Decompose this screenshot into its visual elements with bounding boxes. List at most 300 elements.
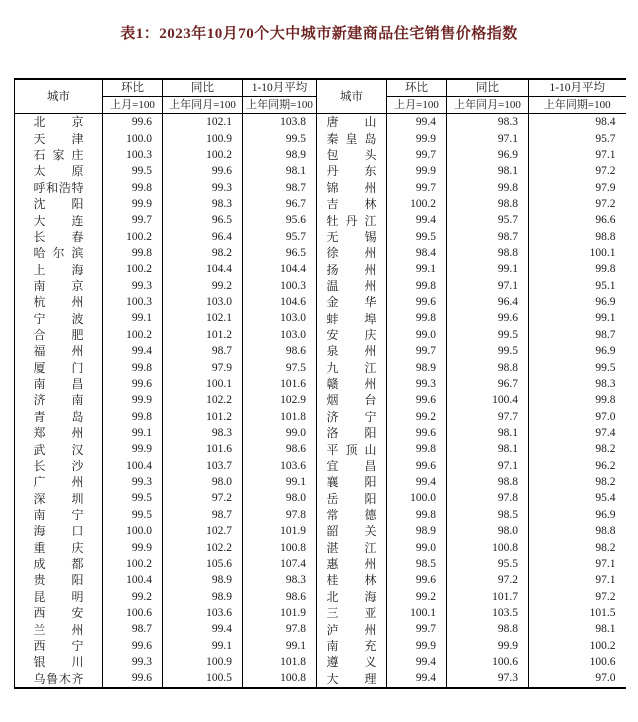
city-cell bbox=[317, 359, 387, 375]
city-name: 大理 bbox=[326, 671, 377, 686]
yoy-value-cell: 97.1 bbox=[447, 130, 529, 146]
city-name: 南充 bbox=[326, 638, 377, 653]
yoy-value-cell: 97.1 bbox=[447, 458, 529, 474]
mom-value-cell: 99.4 bbox=[387, 670, 447, 687]
city-cell bbox=[317, 654, 387, 670]
yoy-value-cell: 102.1 bbox=[163, 114, 243, 131]
mom-value-cell: 99.8 bbox=[387, 310, 447, 326]
avg-value-cell: 100.1 bbox=[529, 245, 626, 261]
yoy-value-cell: 97.1 bbox=[447, 278, 529, 294]
header-yoy-right: 同比 bbox=[447, 79, 529, 97]
table-row bbox=[15, 441, 626, 457]
table-row bbox=[15, 114, 626, 131]
yoy-value-cell: 98.3 bbox=[163, 196, 243, 212]
city-cell bbox=[317, 163, 387, 179]
city-name: 贵阳 bbox=[33, 573, 84, 588]
yoy-value-cell: 102.2 bbox=[163, 392, 243, 408]
mom-value-cell: 99.3 bbox=[387, 376, 447, 392]
avg-value-cell: 101.9 bbox=[243, 605, 317, 621]
city-name: 韶关 bbox=[326, 524, 377, 539]
yoy-value-cell: 98.8 bbox=[447, 245, 529, 261]
yoy-value-cell: 101.2 bbox=[163, 408, 243, 424]
mom-value-cell: 99.8 bbox=[103, 179, 163, 195]
table-row bbox=[15, 408, 626, 424]
price-index-table bbox=[14, 78, 626, 689]
yoy-value-cell: 100.6 bbox=[447, 654, 529, 670]
table-body bbox=[15, 114, 626, 688]
city-name: 大连 bbox=[33, 213, 84, 228]
city-cell bbox=[317, 278, 387, 294]
avg-value-cell: 97.4 bbox=[529, 425, 626, 441]
table-row bbox=[15, 539, 626, 555]
avg-value-cell: 103.0 bbox=[243, 327, 317, 343]
city-cell bbox=[15, 605, 103, 621]
table-row bbox=[15, 343, 626, 359]
mom-value-cell: 99.4 bbox=[103, 343, 163, 359]
city-name: 上海 bbox=[33, 262, 84, 277]
mom-value-cell: 100.3 bbox=[103, 294, 163, 310]
yoy-value-cell: 98.1 bbox=[447, 425, 529, 441]
yoy-value-cell: 98.9 bbox=[163, 572, 243, 588]
avg-value-cell: 98.6 bbox=[243, 441, 317, 457]
avg-value-cell: 101.8 bbox=[243, 408, 317, 424]
mom-value-cell: 98.7 bbox=[103, 621, 163, 637]
avg-value-cell: 101.9 bbox=[243, 523, 317, 539]
mom-value-cell: 99.9 bbox=[387, 130, 447, 146]
yoy-value-cell: 98.8 bbox=[447, 621, 529, 637]
avg-value-cell: 103.6 bbox=[243, 458, 317, 474]
city-name: 沈阳 bbox=[33, 197, 84, 212]
avg-value-cell: 97.1 bbox=[529, 572, 626, 588]
avg-value-cell: 104.6 bbox=[243, 294, 317, 310]
city-cell bbox=[15, 474, 103, 490]
mom-value-cell: 99.7 bbox=[387, 147, 447, 163]
table-row bbox=[15, 458, 626, 474]
mom-value-cell: 99.5 bbox=[103, 507, 163, 523]
yoy-value-cell: 100.4 bbox=[447, 392, 529, 408]
mom-value-cell: 100.0 bbox=[103, 130, 163, 146]
avg-value-cell: 99.1 bbox=[243, 638, 317, 654]
yoy-value-cell: 103.6 bbox=[163, 605, 243, 621]
avg-value-cell: 107.4 bbox=[243, 556, 317, 572]
avg-value-cell: 96.7 bbox=[243, 196, 317, 212]
yoy-value-cell: 100.9 bbox=[163, 654, 243, 670]
avg-value-cell: 104.4 bbox=[243, 261, 317, 277]
city-cell bbox=[15, 163, 103, 179]
mom-value-cell: 99.4 bbox=[387, 212, 447, 228]
mom-value-cell: 99.8 bbox=[387, 278, 447, 294]
table-row bbox=[15, 327, 626, 343]
mom-value-cell: 99.3 bbox=[103, 278, 163, 294]
avg-value-cell: 98.0 bbox=[243, 490, 317, 506]
yoy-value-cell: 102.2 bbox=[163, 539, 243, 555]
avg-value-cell: 98.4 bbox=[529, 114, 626, 131]
header-city-left: 城市 bbox=[15, 79, 103, 114]
table-row bbox=[15, 490, 626, 506]
city-cell bbox=[15, 294, 103, 310]
city-cell bbox=[317, 376, 387, 392]
city-name: 南宁 bbox=[33, 507, 84, 522]
city-name: 郑州 bbox=[33, 426, 84, 441]
city-name: 长沙 bbox=[33, 458, 84, 473]
city-cell bbox=[317, 310, 387, 326]
yoy-value-cell: 98.1 bbox=[447, 163, 529, 179]
mom-value-cell: 99.9 bbox=[387, 638, 447, 654]
city-cell bbox=[15, 523, 103, 539]
city-name: 深圳 bbox=[33, 491, 84, 506]
city-cell bbox=[317, 147, 387, 163]
header-avg-right: 1-10月平均 bbox=[529, 79, 626, 97]
city-name: 徐州 bbox=[326, 246, 377, 261]
mom-value-cell: 99.5 bbox=[103, 163, 163, 179]
avg-value-cell: 98.7 bbox=[243, 179, 317, 195]
avg-value-cell: 97.8 bbox=[243, 621, 317, 637]
avg-value-cell: 98.2 bbox=[529, 474, 626, 490]
mom-value-cell: 99.7 bbox=[387, 343, 447, 359]
city-name: 福州 bbox=[33, 344, 84, 359]
city-cell bbox=[317, 441, 387, 457]
mom-value-cell: 99.9 bbox=[387, 163, 447, 179]
yoy-value-cell: 99.5 bbox=[447, 343, 529, 359]
city-name: 厦门 bbox=[33, 360, 84, 375]
yoy-value-cell: 98.0 bbox=[163, 474, 243, 490]
avg-value-cell: 98.2 bbox=[529, 441, 626, 457]
yoy-value-cell: 99.1 bbox=[163, 638, 243, 654]
city-name: 唐山 bbox=[326, 115, 377, 130]
table-row bbox=[15, 278, 626, 294]
table-row bbox=[15, 605, 626, 621]
city-cell bbox=[15, 359, 103, 375]
mom-value-cell: 99.2 bbox=[387, 408, 447, 424]
city-cell bbox=[15, 572, 103, 588]
mom-value-cell: 99.4 bbox=[387, 474, 447, 490]
mom-value-cell: 100.4 bbox=[103, 458, 163, 474]
city-name: 乌鲁木齐 bbox=[33, 671, 84, 686]
mom-value-cell: 99.1 bbox=[103, 310, 163, 326]
table-row bbox=[15, 245, 626, 261]
yoy-value-cell: 101.6 bbox=[163, 441, 243, 457]
city-cell bbox=[317, 556, 387, 572]
city-cell bbox=[317, 605, 387, 621]
yoy-value-cell: 96.4 bbox=[163, 229, 243, 245]
yoy-value-cell: 102.1 bbox=[163, 310, 243, 326]
city-name: 秦皇岛 bbox=[326, 131, 377, 146]
mom-value-cell: 99.2 bbox=[103, 588, 163, 604]
city-cell bbox=[15, 507, 103, 523]
avg-value-cell: 98.8 bbox=[529, 523, 626, 539]
avg-value-cell: 103.8 bbox=[243, 114, 317, 131]
avg-value-cell: 95.1 bbox=[529, 278, 626, 294]
yoy-value-cell: 103.0 bbox=[163, 294, 243, 310]
yoy-value-cell: 98.8 bbox=[447, 196, 529, 212]
header-mom-right: 环比 bbox=[387, 79, 447, 97]
mom-value-cell: 99.9 bbox=[103, 539, 163, 555]
city-cell bbox=[15, 212, 103, 228]
avg-value-cell: 95.7 bbox=[529, 130, 626, 146]
avg-value-cell: 96.2 bbox=[529, 458, 626, 474]
header-yoy-base-right: 上年同月=100 bbox=[447, 97, 529, 114]
mom-value-cell: 99.1 bbox=[387, 261, 447, 277]
city-name: 石家庄 bbox=[33, 148, 84, 163]
table-row bbox=[15, 261, 626, 277]
mom-value-cell: 99.6 bbox=[103, 670, 163, 687]
avg-value-cell: 98.8 bbox=[529, 229, 626, 245]
city-name: 泉州 bbox=[326, 344, 377, 359]
yoy-value-cell: 99.8 bbox=[447, 179, 529, 195]
yoy-value-cell: 97.9 bbox=[163, 359, 243, 375]
city-name: 西安 bbox=[33, 606, 84, 621]
avg-value-cell: 99.8 bbox=[529, 261, 626, 277]
city-name: 常德 bbox=[326, 507, 377, 522]
avg-value-cell: 97.1 bbox=[529, 147, 626, 163]
yoy-value-cell: 99.4 bbox=[163, 621, 243, 637]
yoy-value-cell: 98.2 bbox=[163, 245, 243, 261]
avg-value-cell: 99.8 bbox=[529, 392, 626, 408]
mom-value-cell: 99.8 bbox=[103, 359, 163, 375]
mom-value-cell: 99.5 bbox=[387, 229, 447, 245]
city-name: 惠州 bbox=[326, 557, 377, 572]
mom-value-cell: 99.1 bbox=[103, 425, 163, 441]
city-cell bbox=[317, 196, 387, 212]
city-name: 九江 bbox=[326, 360, 377, 375]
mom-value-cell: 99.6 bbox=[103, 114, 163, 131]
city-cell bbox=[317, 408, 387, 424]
city-cell bbox=[15, 425, 103, 441]
city-cell bbox=[15, 245, 103, 261]
avg-value-cell: 97.2 bbox=[529, 163, 626, 179]
city-cell bbox=[15, 556, 103, 572]
avg-value-cell: 98.1 bbox=[529, 621, 626, 637]
city-name: 安庆 bbox=[326, 328, 377, 343]
yoy-value-cell: 97.8 bbox=[447, 490, 529, 506]
city-name: 金华 bbox=[326, 295, 377, 310]
header-avg-left: 1-10月平均 bbox=[243, 79, 317, 97]
city-name: 蚌埠 bbox=[326, 311, 377, 326]
table-row bbox=[15, 147, 626, 163]
header-avg-base-right: 上年同期=100 bbox=[529, 97, 626, 114]
city-cell bbox=[15, 343, 103, 359]
city-cell bbox=[317, 114, 387, 131]
city-name: 吉林 bbox=[326, 197, 377, 212]
city-cell bbox=[15, 654, 103, 670]
mom-value-cell: 100.1 bbox=[387, 605, 447, 621]
mom-value-cell: 100.2 bbox=[103, 556, 163, 572]
yoy-value-cell: 99.6 bbox=[163, 163, 243, 179]
yoy-value-cell: 98.3 bbox=[447, 114, 529, 131]
city-name: 丹东 bbox=[326, 164, 377, 179]
mom-value-cell: 98.9 bbox=[387, 523, 447, 539]
yoy-value-cell: 98.9 bbox=[163, 588, 243, 604]
avg-value-cell: 98.2 bbox=[529, 539, 626, 555]
mom-value-cell: 99.4 bbox=[387, 114, 447, 131]
city-name: 牡丹江 bbox=[326, 213, 377, 228]
city-name: 北京 bbox=[33, 115, 84, 130]
city-cell bbox=[317, 572, 387, 588]
city-cell bbox=[15, 638, 103, 654]
table-row bbox=[15, 654, 626, 670]
city-name: 杭州 bbox=[33, 295, 84, 310]
mom-value-cell: 100.2 bbox=[103, 327, 163, 343]
city-cell bbox=[15, 179, 103, 195]
avg-value-cell: 98.9 bbox=[243, 147, 317, 163]
city-cell bbox=[317, 261, 387, 277]
yoy-value-cell: 101.7 bbox=[447, 588, 529, 604]
city-name: 天津 bbox=[33, 131, 84, 146]
mom-value-cell: 99.6 bbox=[387, 392, 447, 408]
mom-value-cell: 99.6 bbox=[103, 638, 163, 654]
mom-value-cell: 100.4 bbox=[103, 572, 163, 588]
table-row bbox=[15, 572, 626, 588]
header-city-right: 城市 bbox=[317, 79, 387, 114]
yoy-value-cell: 96.5 bbox=[163, 212, 243, 228]
city-name: 宁波 bbox=[33, 311, 84, 326]
city-name: 哈尔滨 bbox=[33, 246, 84, 261]
city-name: 武汉 bbox=[33, 442, 84, 457]
table-row bbox=[15, 359, 626, 375]
city-name: 成都 bbox=[33, 557, 84, 572]
city-cell bbox=[317, 425, 387, 441]
avg-value-cell: 97.2 bbox=[529, 588, 626, 604]
avg-value-cell: 95.4 bbox=[529, 490, 626, 506]
city-cell bbox=[15, 539, 103, 555]
table-row bbox=[15, 523, 626, 539]
yoy-value-cell: 96.9 bbox=[447, 147, 529, 163]
table-row bbox=[15, 212, 626, 228]
mom-value-cell: 99.8 bbox=[103, 245, 163, 261]
avg-value-cell: 97.8 bbox=[243, 507, 317, 523]
mom-value-cell: 99.6 bbox=[387, 294, 447, 310]
yoy-value-cell: 99.9 bbox=[447, 638, 529, 654]
city-cell bbox=[15, 392, 103, 408]
city-cell bbox=[317, 343, 387, 359]
city-name: 北海 bbox=[326, 589, 377, 604]
avg-value-cell: 98.6 bbox=[243, 588, 317, 604]
city-cell bbox=[317, 212, 387, 228]
mom-value-cell: 100.2 bbox=[387, 196, 447, 212]
mom-value-cell: 99.9 bbox=[103, 196, 163, 212]
city-cell bbox=[317, 294, 387, 310]
page-title: 表1：2023年10月70个大中城市新建商品住宅销售价格指数 bbox=[120, 26, 518, 42]
yoy-value-cell: 102.7 bbox=[163, 523, 243, 539]
yoy-value-cell: 97.7 bbox=[447, 408, 529, 424]
city-name: 银川 bbox=[33, 655, 84, 670]
avg-value-cell: 96.9 bbox=[529, 343, 626, 359]
yoy-value-cell: 97.3 bbox=[447, 670, 529, 687]
yoy-value-cell: 98.3 bbox=[163, 425, 243, 441]
city-cell bbox=[317, 458, 387, 474]
yoy-value-cell: 97.2 bbox=[447, 572, 529, 588]
table-row bbox=[15, 425, 626, 441]
city-cell bbox=[15, 130, 103, 146]
avg-value-cell: 95.6 bbox=[243, 212, 317, 228]
city-cell bbox=[15, 670, 103, 687]
avg-value-cell: 101.8 bbox=[243, 654, 317, 670]
mom-value-cell: 99.8 bbox=[387, 441, 447, 457]
table-row bbox=[15, 130, 626, 146]
city-cell bbox=[15, 621, 103, 637]
city-name: 赣州 bbox=[326, 377, 377, 392]
avg-value-cell: 98.1 bbox=[243, 163, 317, 179]
city-cell bbox=[317, 327, 387, 343]
avg-value-cell: 96.5 bbox=[243, 245, 317, 261]
avg-value-cell: 96.9 bbox=[529, 294, 626, 310]
header-mom-base-left: 上月=100 bbox=[103, 97, 163, 114]
yoy-value-cell: 98.8 bbox=[447, 474, 529, 490]
city-cell bbox=[15, 196, 103, 212]
city-name: 长春 bbox=[33, 229, 84, 244]
mom-value-cell: 98.4 bbox=[387, 245, 447, 261]
city-name: 遵义 bbox=[326, 655, 377, 670]
mom-value-cell: 99.8 bbox=[103, 408, 163, 424]
city-cell bbox=[15, 490, 103, 506]
city-cell bbox=[15, 441, 103, 457]
avg-value-cell: 97.0 bbox=[529, 408, 626, 424]
yoy-value-cell: 99.1 bbox=[447, 261, 529, 277]
avg-value-cell: 97.0 bbox=[529, 670, 626, 687]
city-name: 青岛 bbox=[33, 409, 84, 424]
yoy-value-cell: 99.2 bbox=[163, 278, 243, 294]
table-row bbox=[15, 163, 626, 179]
city-cell bbox=[15, 408, 103, 424]
avg-value-cell: 99.5 bbox=[529, 359, 626, 375]
header-mom-left: 环比 bbox=[103, 79, 163, 97]
avg-value-cell: 98.3 bbox=[529, 376, 626, 392]
table-row bbox=[15, 588, 626, 604]
mom-value-cell: 98.5 bbox=[387, 556, 447, 572]
header-avg-base-left: 上年同期=100 bbox=[243, 97, 317, 114]
header-yoy-base-left: 上年同月=100 bbox=[163, 97, 243, 114]
city-name: 南昌 bbox=[33, 377, 84, 392]
avg-value-cell: 95.7 bbox=[243, 229, 317, 245]
avg-value-cell: 96.6 bbox=[529, 212, 626, 228]
city-cell bbox=[15, 229, 103, 245]
city-cell bbox=[317, 621, 387, 637]
mom-value-cell: 99.7 bbox=[103, 212, 163, 228]
city-name: 泸州 bbox=[326, 622, 377, 637]
report-page bbox=[0, 22, 638, 689]
avg-value-cell: 98.7 bbox=[529, 327, 626, 343]
city-name: 温州 bbox=[326, 278, 377, 293]
city-cell bbox=[317, 229, 387, 245]
mom-value-cell: 99.3 bbox=[103, 654, 163, 670]
avg-value-cell: 100.3 bbox=[243, 278, 317, 294]
avg-value-cell: 97.5 bbox=[243, 359, 317, 375]
avg-value-cell: 98.3 bbox=[243, 572, 317, 588]
mom-value-cell: 100.2 bbox=[103, 229, 163, 245]
header-mom-base-right: 上月=100 bbox=[387, 97, 447, 114]
city-cell bbox=[317, 179, 387, 195]
city-cell bbox=[317, 507, 387, 523]
city-name: 济宁 bbox=[326, 409, 377, 424]
mom-value-cell: 99.7 bbox=[387, 179, 447, 195]
mom-value-cell: 99.6 bbox=[387, 425, 447, 441]
city-name: 昆明 bbox=[33, 589, 84, 604]
city-cell bbox=[317, 638, 387, 654]
city-name: 桂林 bbox=[326, 573, 377, 588]
mom-value-cell: 99.9 bbox=[103, 441, 163, 457]
city-cell bbox=[317, 490, 387, 506]
table-row bbox=[15, 621, 626, 637]
city-name: 无锡 bbox=[326, 229, 377, 244]
yoy-value-cell: 95.5 bbox=[447, 556, 529, 572]
table-row bbox=[15, 392, 626, 408]
yoy-value-cell: 98.5 bbox=[447, 507, 529, 523]
yoy-value-cell: 98.8 bbox=[447, 359, 529, 375]
mom-value-cell: 99.4 bbox=[387, 654, 447, 670]
table-row bbox=[15, 507, 626, 523]
yoy-value-cell: 105.6 bbox=[163, 556, 243, 572]
city-cell bbox=[317, 392, 387, 408]
